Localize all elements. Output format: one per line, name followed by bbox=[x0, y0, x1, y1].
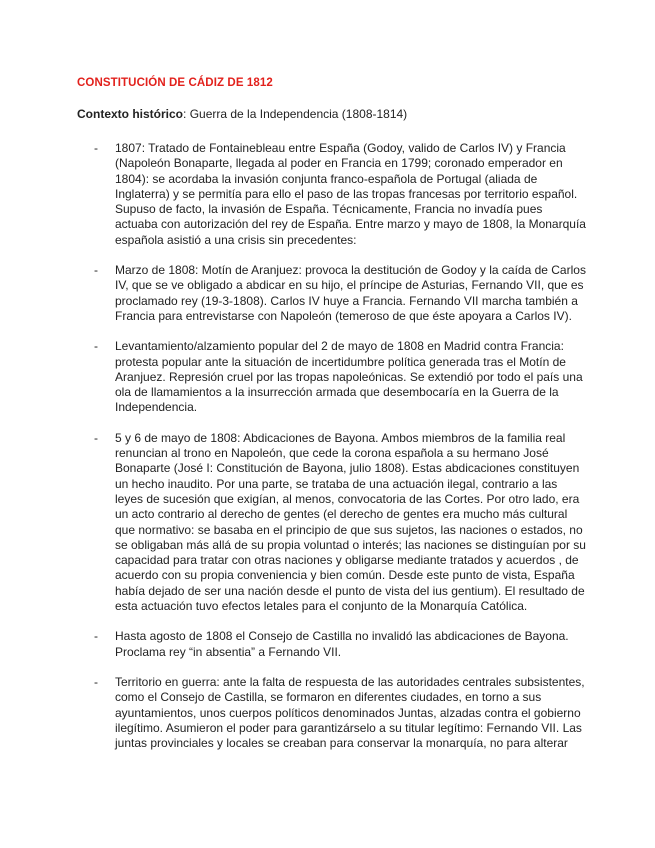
list-item-text bbox=[115, 339, 585, 415]
list-item bbox=[0, 339, 655, 415]
list-item-text bbox=[115, 629, 585, 660]
text-line: Supuso de facto, la invasión de España. Técnicamente, Francia no invadía pues bbox=[115, 202, 543, 217]
context-label: Contexto histórico bbox=[77, 107, 184, 121]
text-line: juntas provinciales y locales se creaban para conservar la monarquía, no para alterar bbox=[115, 736, 568, 751]
text-line: proclamado rey (19-3-1808). Carlos IV huye a Francia. Fernando VII marcha también a bbox=[115, 293, 578, 308]
bullet-dash: - bbox=[94, 430, 98, 445]
text-line: Francia para entrevistarse con Napoleón (temeroso de que éste apoyara a Carlos IV). bbox=[115, 308, 572, 323]
text-line: ilegítimo. Asumieron el poder para garantizárselo a su titular legítimo: Fernando VII. Las bbox=[115, 720, 582, 735]
text-line: Hasta agosto de 1808 el Consejo de Castilla no invalidó las abdicaciones de Bayona. bbox=[115, 629, 569, 644]
text-line: (Napoleón Bonaparte, llegada al poder en Francia en 1799; coronado emperador en bbox=[115, 156, 563, 171]
text-line: leyes de sucesión que exigían, al menos, convocatoria de las Cortes. Por otro lado, era bbox=[115, 491, 580, 506]
bullet-dash: - bbox=[94, 339, 98, 354]
text-line: Bonaparte (José I: Constitución de Bayona, julio 1808). Estas abdicaciones constituyen bbox=[115, 461, 580, 476]
text-line: se obligaban más allá de su propia voluntad o interés; las naciones se distinguían por su bbox=[115, 537, 586, 552]
text-line: ola de llamamientos a la insurrección armada que desembocaría en la Guerra de la bbox=[115, 385, 559, 400]
text-line: 1804): se acordaba la invasión conjunta franco-española de Portugal (aliada de bbox=[115, 171, 538, 186]
text-line: capacidad para tratar con otras naciones y obligarse mediante tratados y acuerdos , de bbox=[115, 553, 579, 568]
text-line: acuerdo con su propia conveniencia y bien común. Desde este punto de vista, España bbox=[115, 568, 575, 583]
text-line: un acto contrario al derecho de gentes (el derecho de gentes era mucho más cultural bbox=[115, 507, 568, 522]
text-line: Inglaterra) y se permitía para ello el paso de las tropas francesas por territorio español. bbox=[115, 186, 578, 201]
text-line: había dejado de ser una nación desde el punto de vista del ius gentium). El resultado de bbox=[115, 583, 585, 598]
bullet-dash: - bbox=[94, 263, 98, 278]
text-line: IV, que se ve obligado a abdicar en su hijo, el príncipe de Asturias, Fernando VII, que es bbox=[115, 278, 584, 293]
text-line: Levantamiento/alzamiento popular del 2 de mayo de 1808 en Madrid contra Francia: bbox=[115, 339, 564, 354]
text-line: como el Consejo de Castilla, se formaron en diferentes ciudades, en torno a sus bbox=[115, 690, 542, 705]
list-item-text bbox=[115, 431, 585, 615]
bullet-dash: - bbox=[94, 674, 98, 689]
context-line bbox=[77, 107, 407, 122]
text-line: Aranjuez. Represión cruel por las tropas napoleónicas. Se extendió por todo el país una bbox=[115, 369, 583, 384]
text-line: Independencia. bbox=[115, 400, 198, 415]
bullet-list bbox=[0, 141, 655, 766]
document-title: CONSTITUCIÓN DE CÁDIZ DE 1812 bbox=[77, 77, 273, 89]
text-line: Proclama rey “in absentia” a Fernando VII. bbox=[115, 644, 342, 659]
list-item-text bbox=[115, 675, 585, 751]
text-line: que normativo: se basaba en el principio de que sus sujetos, las naciones o estados, no bbox=[115, 522, 583, 537]
text-line: esta actuación tuvo efectos letales para el conjunto de la Monarquía Católica. bbox=[115, 599, 528, 614]
text-line: Territorio en guerra: ante la falta de respuesta de las autoridades centrales subsistentes, bbox=[115, 674, 585, 689]
text-line: Marzo de 1808: Motín de Aranjuez: provoca la destitución de Godoy y la caída de Carlos bbox=[115, 263, 586, 278]
text-line: actuaba con autorización del rey de España. Entre marzo y mayo de 1808, la Monarquía bbox=[115, 217, 586, 232]
text-line: 5 y 6 de mayo de 1808: Abdicaciones de Bayona. Ambos miembros de la familia real bbox=[115, 430, 566, 445]
list-item bbox=[0, 431, 655, 615]
list-item bbox=[0, 263, 655, 324]
text-line: un hecho inaudito. Por una parte, se trataba de una actuación ilegal, contrario a las bbox=[115, 476, 558, 491]
list-item bbox=[0, 141, 655, 248]
context-text: Guerra de la Independencia (1808-1814) bbox=[186, 107, 408, 121]
list-item-text bbox=[115, 263, 585, 324]
context-separator: : bbox=[183, 107, 187, 121]
text-line: renuncian al trono en Napoleón, que cede la corona española a su hermano José bbox=[115, 446, 549, 461]
bullet-dash: - bbox=[94, 141, 98, 155]
text-line: ayuntamientos, unos cuerpos políticos denominados Juntas, alzadas contra el gobierno bbox=[115, 705, 581, 720]
bullet-dash: - bbox=[94, 629, 98, 644]
list-item bbox=[0, 629, 655, 660]
text-line: española asistió a una crisis sin precedentes: bbox=[115, 232, 357, 247]
text-line: protesta popular ante la situación de incertidumbre política generada tras el Motín de bbox=[115, 354, 566, 369]
list-item bbox=[0, 675, 655, 751]
list-item-text bbox=[115, 141, 585, 248]
text-line: 1807: Tratado de Fontainebleau entre España (Godoy, valido de Carlos IV) y Francia bbox=[115, 141, 566, 155]
